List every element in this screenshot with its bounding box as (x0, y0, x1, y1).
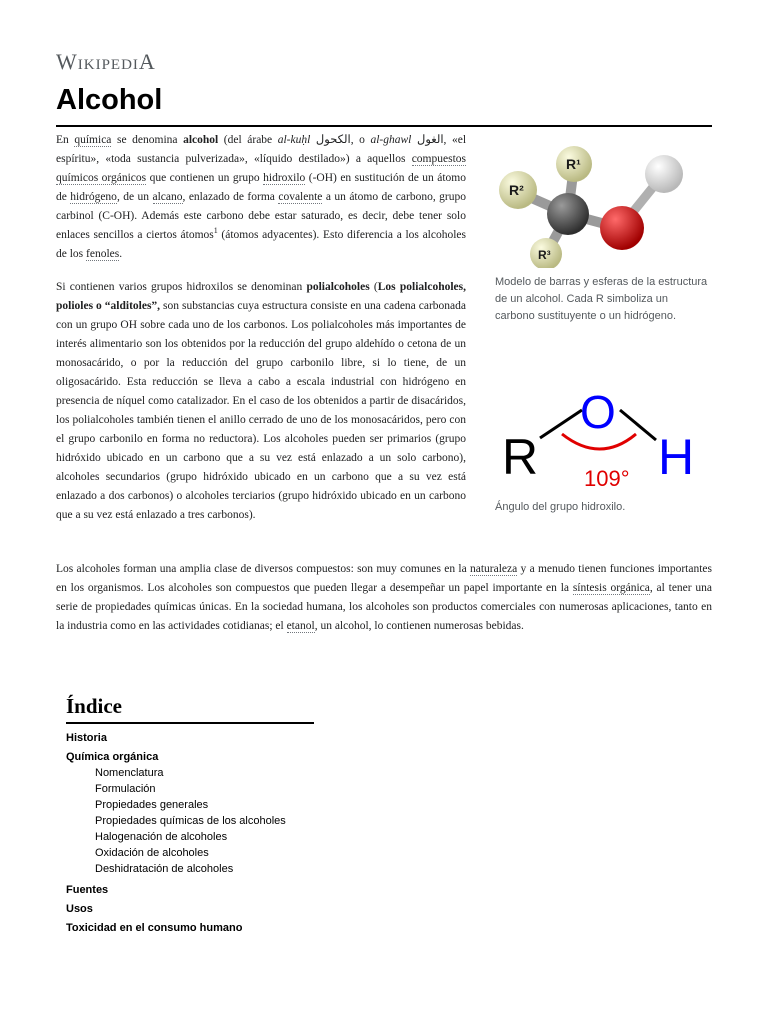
link-sintesis-organica[interactable]: síntesis orgánica (572, 582, 650, 594)
link-naturaleza[interactable]: naturaleza (469, 563, 518, 575)
toc-subitem-oxidacion[interactable]: Oxidación de alcoholes (95, 847, 209, 859)
toc-item-historia[interactable]: Historia (66, 732, 107, 744)
o-label: O (580, 386, 616, 438)
link-fenoles[interactable]: fenoles (86, 248, 120, 260)
hydrogen-atom (645, 155, 683, 193)
reference-1[interactable]: 1 (213, 226, 218, 236)
angle-label: 109° (584, 466, 630, 491)
intro-paragraph: En química se denomina alcohol (del árabe al-kuḥl الكحول, o al-ghawl الغول, «el espíritu», «toda sustancia pulverizada», «líquido destilado») a aquellos compuestos químicos orgánicos que contienen un grupo hidroxilo (-OH) en sustitución de un átomo de hidrógeno, de un alcano, enlazado de forma covalente a un átomo de carbono, grupo carbinol (C-OH). Además este carbono debe estar saturado, es decir, debe tener solo enlaces sencillos a ciertos átomos$^1$ (átomos adyacentes). Esto diferencia a los alcoholes de los fenoles. (56, 134, 467, 260)
toc-item-fuentes[interactable]: Fuentes (66, 884, 109, 896)
figure-1-caption: Modelo de barras y esferas de la estructura de un alcohol. Cada R simboliza un carbono sustituyente o un hidrógeno. (495, 276, 708, 322)
toc-subitem-halogenacion[interactable]: Halogenación de alcoholes (95, 831, 228, 843)
wikipedia-wordmark[interactable]: WikipediA (56, 49, 156, 74)
oxygen-atom (600, 206, 644, 250)
r-label: R (502, 429, 539, 485)
toc-item-quimica-organica[interactable]: Química orgánica (66, 751, 159, 763)
toc-subitem-propiedades-quimicas[interactable]: Propiedades químicas de los alcoholes (95, 815, 286, 827)
figure-2-caption: Ángulo del grupo hidroxilo. (495, 501, 626, 513)
toc-subitem-propiedades-generales[interactable]: Propiedades generales (95, 799, 209, 811)
toc-item-toxicidad[interactable]: Toxicidad en el consumo humano (66, 922, 243, 934)
polialcoholes-paragraph: Si contienen varios grupos hidroxilos se denominan polialcoholes (Los polialcoholes, polioles o “alditoles”, son substancias cuya estructura consiste en una cadena carbonada con un grupo OH sobre cada uno de los carbonos. Los polialcoholes más importantes de interés alimentario son los obtenidos por la reducción del grupo aldehído o cetona de un monosacárido, o por la reducción del grupo carbonilo libre, si lo tiene, de un oligosacárido. Esta reducción se lleva a cabo a escala industrial con hidrógeno en presencia de níquel como catalizador. En el caso de los obtenidos a partir de disacáridos, los polialcoholes también tienen el anillo cerrado de uno de los monosacáridos, pero con el grupo carbonilo en forma no reductora). Los alcoholes pueden ser primarios (grupo hidróxido ubicado en un carbono que a su vez está enlazado a un solo carbono), alcoholes secundarios (grupo hidróxido ubicado en un carbono que a su vez está enlazado a dos carbonos) o alcoholes terciarios (grupo hidróxido ubicado en un carbono que a su vez está enlazado a tres carbonos). (56, 281, 467, 521)
link-hidroxilo[interactable]: hidroxilo (263, 172, 306, 184)
toc-subitem-nomenclatura[interactable]: Nomenclatura (95, 767, 164, 779)
r-o-bond (540, 410, 582, 438)
title-divider (56, 125, 712, 127)
toc-subitem-deshidratacion[interactable]: Deshidratación de alcoholes (95, 863, 234, 875)
toc-subitem-formulacion[interactable]: Formulación (95, 783, 156, 795)
link-covalente[interactable]: covalente (278, 191, 323, 203)
link-hidrogeno[interactable]: hidrógeno (70, 191, 117, 203)
carbon-atom (547, 193, 589, 235)
toc-divider (66, 722, 314, 724)
page-title: Alcohol (56, 84, 163, 116)
h-label: H (658, 429, 695, 485)
link-alcano[interactable]: alcano (152, 191, 183, 203)
link-quimica[interactable]: química (74, 134, 112, 146)
o-h-bond (620, 410, 656, 440)
toc-item-usos[interactable]: Usos (66, 903, 93, 915)
link-etanol[interactable]: etanol (286, 620, 315, 632)
table-of-contents (66, 730, 286, 934)
r2-label: R² (509, 182, 524, 198)
toc-title: Índice (66, 694, 123, 718)
hydroxyl-angle-figure[interactable] (496, 382, 706, 492)
r1-label: R¹ (566, 156, 581, 172)
ball-and-stick-model-figure[interactable] (486, 142, 716, 268)
link-compuestos-quimicos-organicos[interactable]: compuestos químicos orgánicos (56, 153, 466, 184)
r3-label: R³ (538, 248, 551, 262)
usage-paragraph: Los alcoholes forman una amplia clase de diversos compuestos: son muy comunes en la naturaleza y a menudo tienen funciones importantes en los organismos. Los alcoholes son compuestos que pueden llegar a desempeñar un papel importante en la síntesis orgánica, al tener una serie de propiedades químicas únicas. En la sociedad humana, los alcoholes son productos comerciales con numerosas aplicaciones, tanto en la industria como en las actividades cotidianas; el etanol, un alcohol, lo contienen numerosas bebidas. (56, 563, 713, 632)
